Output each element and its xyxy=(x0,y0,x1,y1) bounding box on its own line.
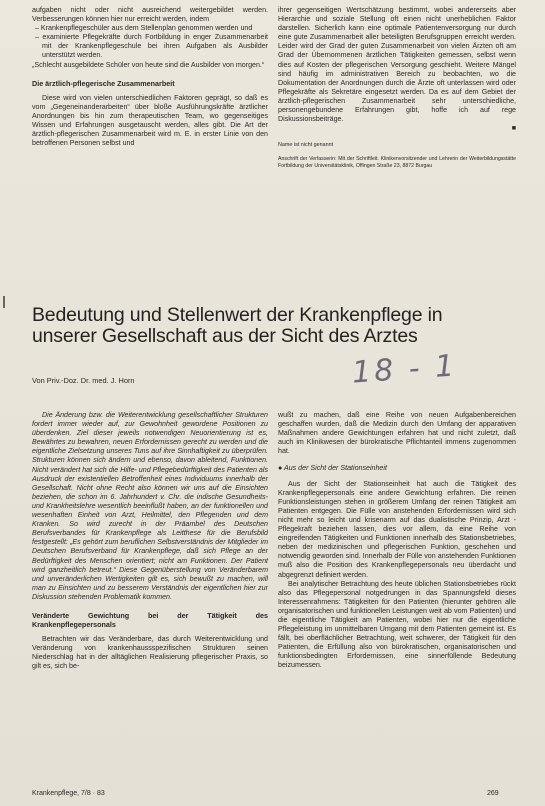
page-edge-mark xyxy=(3,296,5,308)
subsection-heading: ● Aus der Sicht der Stationseinheit xyxy=(278,464,387,473)
journal-footer: Krankenpflege, 7/8 · 83 xyxy=(32,790,105,797)
paragraph: aufgaben nicht oder nicht ausreichend weitergebildet werden. Verbesserungen können hier nur erreicht werden, indem xyxy=(32,6,268,24)
paragraph: wußt zu machen, daß eine Reihe von neuen Aufgabenbereichen geschaffen wurden, daß die Medizin durch den Umfang der apparativen Maßnahmen andere Gewichtungen erfahren hat und nicht zuletzt, daß auch im Klinikwesen der bürokratische Pflichtanteil immens zugenommen hat. xyxy=(278,411,516,456)
list-item: – examinierte Pflegekräfte durch Fortbildung in enger Zusammenarbeit mit der Krankenpflegeschule bei ihren Aufgaben als Ausbilder unterstützt werden. xyxy=(35,33,268,60)
paragraph: ihrer gegenseitigen Wertschätzung bestimmt, wobei andererseits aber Hierarchie und soziale Stellung oft einen nicht unerheblichen Faktor darstellen. Sicherlich kann eine optimale Patientenversorgung nur durch eine gute Zusammenarbeit aller beteiligten Berufsgruppen erreicht werden. Leider wird der Grad der guten Zusammenarbeit von vielen Ärzten oft am Grad der Übernommenen ärztlichen Tätigkeiten gemessen, selbst wenn dies auf Kosten der pflegerischen Versorgung geschieht. Weitere Mängel sind häufig im administrativen Bereich zu beobachten, wo die Dokumentation der Anordnungen durch die Ärzte oft unterlassen wird oder Pflegekräfte als Sekretäre eingesetzt werden. Da es auf dem Gebiet der ärztlich-pflegerischen Zusammenarbeit sehr unterschiedliche, personengebundene Erfahrungen gibt, hoffe ich auf rege Diskussionsbeiträge. xyxy=(278,6,516,124)
paragraph: Bei analytischer Betrachtung des heute üblichen Stationsbetriebes rückt also das Pflegepersonal notgedrungen in das Spannungsfeld dieses Interessenrahmens: Tätigkeiten für den Patienten (hierunter gehören alle organisatorischen und funktionellen Leistungen weit ab vom Patienten) und die eigentliche Tätigkeit am Patienten, wobei hier nur die eigentliche Pflegeleistung im unmittelbaren Umgang mit dem Patienten gemeint ist. Es fällt, bei oberflächlicher Betrachtung, weit schwerer, der Tätigkeit für den Patienten, die Erfüllung also von bürokratischen, organisatorischen und funktionsbedingten Erfordernissen, eine sinnerfüllende Bedeutung beizumessen. xyxy=(278,579,516,670)
paragraph: Betrachten wir das Veränderbare, das durch Weiterentwicklung und Veränderung von krankenhaussspezifischen Strukturen seinen Niederschlag hat in der alltäglichen Realisierung pflegerischer Praxis, so gilt es, sich be- xyxy=(32,635,268,671)
bottom-right-column xyxy=(278,411,516,671)
page-number: 269 xyxy=(487,790,499,797)
list-item: – Krankenpflegeschüler aus dem Stellenplan genommen werden und xyxy=(35,24,253,33)
top-left-column xyxy=(32,6,268,148)
handwritten-note: 18 - 1 xyxy=(350,348,459,391)
article-title: Bedeutung und Stellenwert der Krankenpflege in unserer Gesellschaft aus der Sicht des Arztes xyxy=(32,304,443,347)
paragraph: Diese wird von vielen unterschiedlichen Faktoren geprägt, so daß es vom „Gegeneinanderarbeiten“ über bloße Ausführungskräfte ärztlicher Anordnungen bis hin zum therapeutischen Team, wo gegenseitiges Wissen und Erfahrungen ausgetauscht werden, alles gibt. Die Art der ärztlich-pflegerischen Zusammenarbeit wird m. E. in erster Linie von den betroffenen Personen selbst und xyxy=(32,93,268,148)
end-mark: ■ xyxy=(511,124,516,133)
author-note-heading: Name ist nicht genannt xyxy=(278,142,334,149)
paragraph: Aus der Sicht der Stationseinheit hat auch die Tätigkeit des Krankenpflegepersonals eine andere Gewichtung erfahren. Die reinen Funktionsleistungen stehen in größerem Umfang der reinen Tätigkeit am Patienten entgegen. Die Fülle von anstehenden Erfordernissen wird sich nicht mehr so leicht und krisenarm auf das dualistische Prinzip, Arzt - Pflegekraft beziehen lassen, dies vor allem, da eine Reihe von eingreifenden Tätigkeiten und Funktionen innerhalb des Stationsbetriebes, neben der medizinischen und pflegerischen Funktion, geschehen und notwendig geworden sind. Innerhalb der Fülle von anstehenden Funktionen muß also die Position des Krankenpflegepersonals neu überdacht und abgegrenzt definiert werden. xyxy=(278,479,516,579)
quote: „Schlecht ausgebildete Schüler von heute sind die Ausbilder von morgen.“ xyxy=(32,60,265,69)
bottom-left-column xyxy=(32,411,268,672)
intro-paragraph: Die Änderung bzw. die Weiterentwicklung gesellschaftlicher Strukturen fordert immer wieder auf, zur Gewohnheit gewordene Positionen zu überdenken. Ziel dieser jeweils notwendigen Neuorientierung ist es, Bewährtes zu bewahren, neuen Erfordernissen gerecht zu werden und die eigentliche Zielsetzung unseres Tuns auf ihre Sinnhaftigkeit zu überprüfen. Strukturen können sich ändern und ebenso, davon ableitend, Funktionen. Nicht verändert hat sich die Hilfe- und Pflegebedürftigkeit des Patienten als Ausdruck der existentiellen Betroffenheit eines Individuums innerhalb der Gesellschaft. Nicht ohne Recht also können wir uns auf die Einsichten beziehen, die schon im 6. Jahrhundert v. Chr. die indische Gesundheits- und Krankheitslehre wesentlich beeinflußt haben, an der funktionellen und wesenhaften Einheit von Arzt, Heilmittel, den Pflegenden und dem Kranken. So wird zurecht in der Präambel des Deutschen Berufsverbandes für Krankenpflege als Leitthese für die Berufsbild festgestellt: „Es gehört zum beruflichen Selbstverständnis der Mitglieder im Deutschen Berufsverband für Krankenpflege, daß sich Pflege an der Bedürftigkeit des Menschen orientiert; nicht am Funktionen. Der Patient wird ganzheitlich betreut.“ Diese Gegenüberstellung von Veränderbarem und unveränderlichen Wertigkeiten gilt es, sich bewußt zu machen, will man zu Einsichten und zu besserem Verständnis der eigentlichen hier zur Diskussion stehenden Problematik kommen. xyxy=(32,411,268,601)
top-right-column xyxy=(278,6,516,169)
section-heading: Die ärztlich-pflegerische Zusammenarbeit xyxy=(32,78,175,88)
section-heading: Veränderte Gewichtung bei der Tätigkeit des Krankenpflegepersonals xyxy=(32,610,268,630)
article-byline: Von Priv.-Doz. Dr. med. J. Horn xyxy=(32,376,135,385)
author-address-note: Anschrift der Verfasserin: Mit der Schriftleit. Klinikenvorsitzender und Lehrerin der Weiterbildungsstätte Fortbildung der Universitätsklinik, Offingen Straße 23, 8872 Burgau xyxy=(278,156,516,169)
